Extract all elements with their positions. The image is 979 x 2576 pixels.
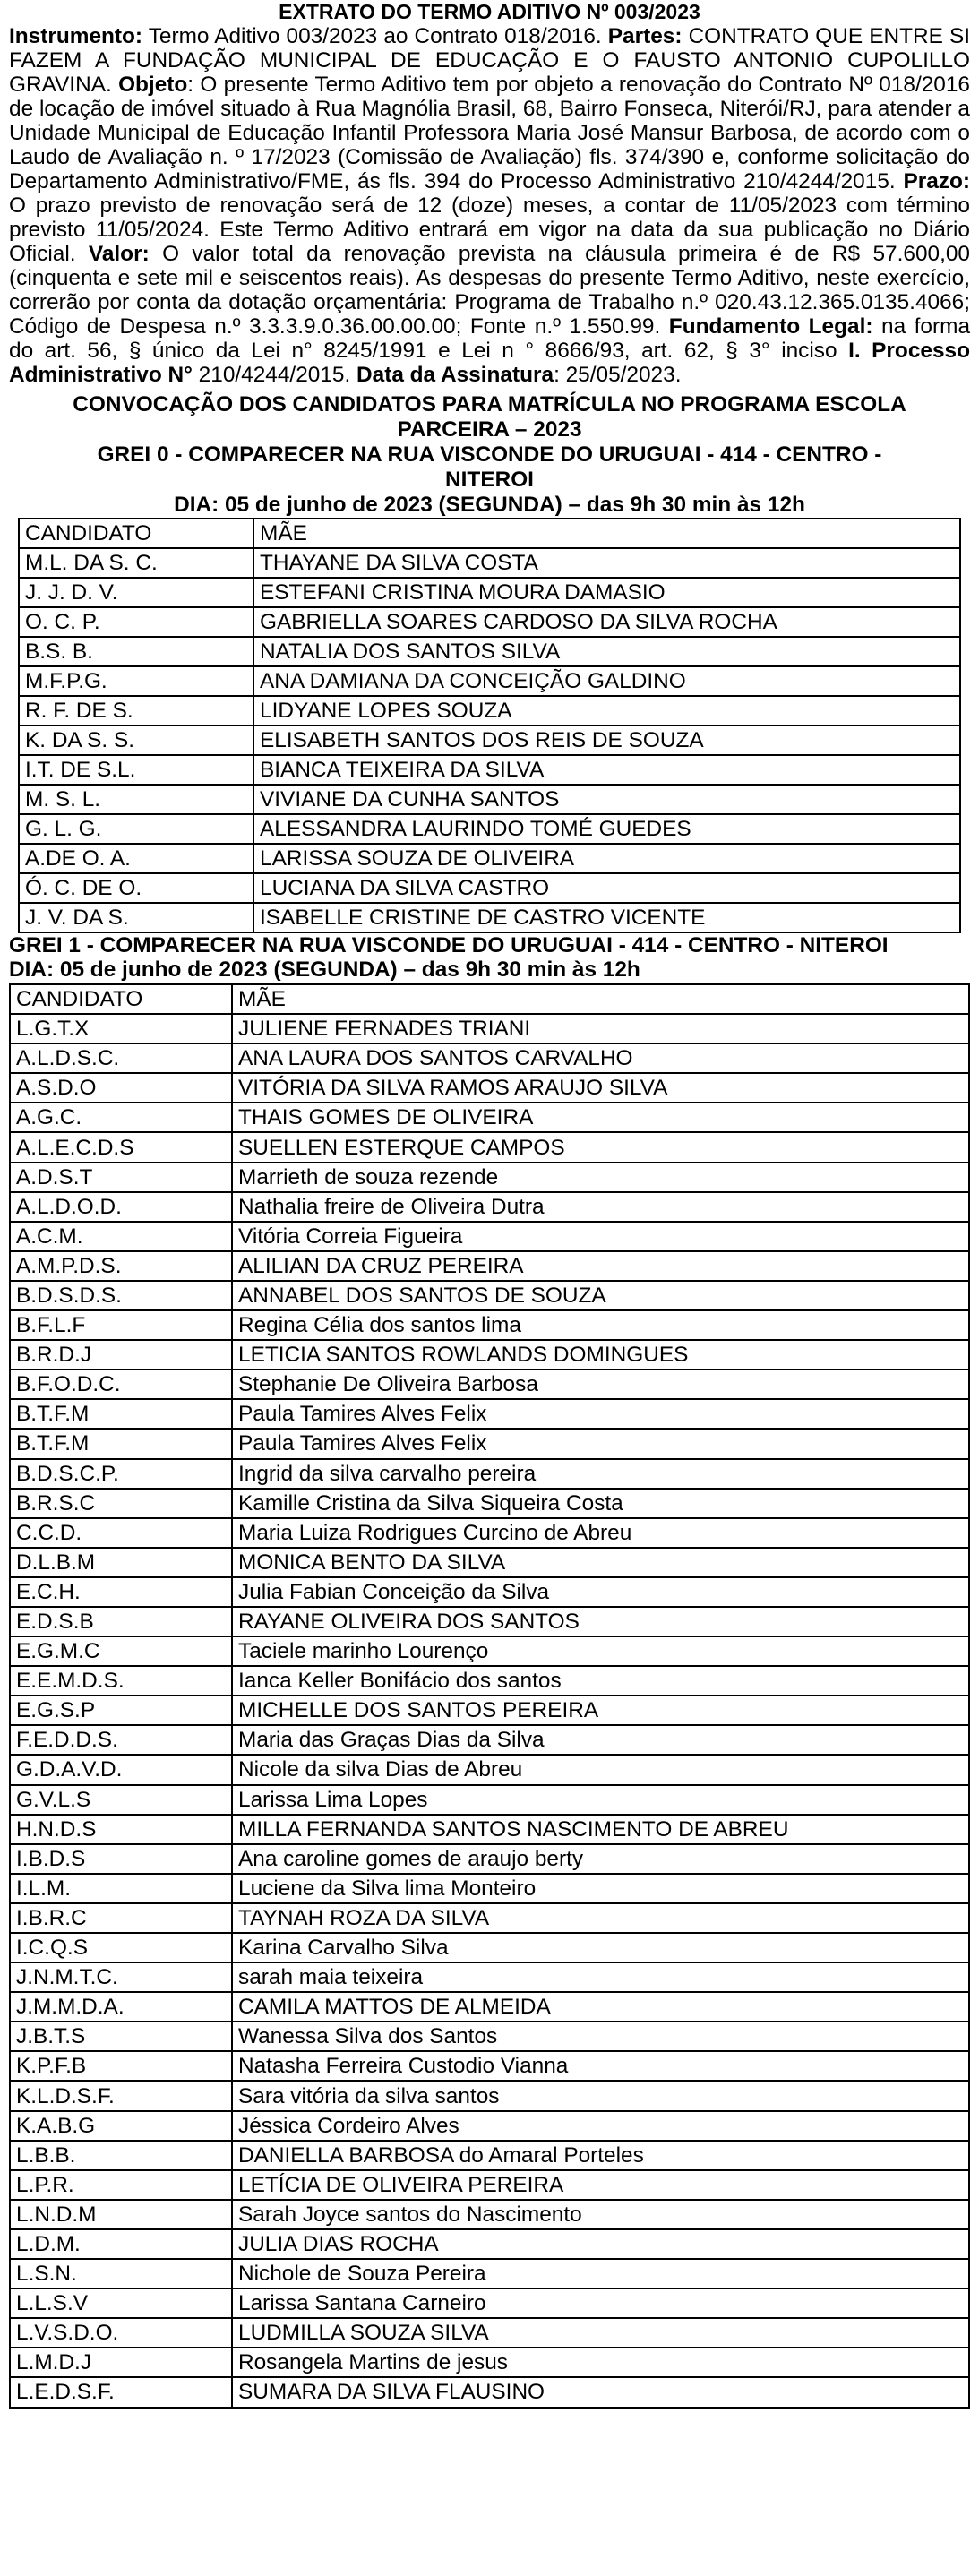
table-row (19, 844, 960, 873)
table-row (19, 696, 960, 726)
mae-cell: THAYANE DA SILVA COSTA (253, 548, 960, 578)
candidato-cell: G.V.L.S (10, 1785, 232, 1815)
table-row (10, 2141, 969, 2170)
prazo-text: O prazo previsto de renovação será de 12 (doze) meses, a contar de 11/05/2023 com término previsto 11/05/2024. Este Termo Aditivo entrará em vigor na data da sua publicação no Diário Oficial. (9, 193, 970, 266)
mae-cell: Julia Fabian Conceição da Silva (232, 1577, 969, 1607)
mae-cell: SUMARA DA SILVA FLAUSINO (232, 2377, 969, 2407)
candidato-cell: A.S.D.O (10, 1073, 232, 1103)
candidato-cell: I.T. DE S.L. (19, 755, 253, 785)
candidato-cell: D.L.B.M (10, 1548, 232, 1577)
table-row (10, 1577, 969, 1607)
table-row (10, 1281, 969, 1310)
mae-cell: TAYNAH ROZA DA SILVA (232, 1903, 969, 1933)
table-row (10, 1518, 969, 1548)
mae-cell: Paula Tamires Alves Felix (232, 1429, 969, 1458)
mae-cell: ANA DAMIANA DA CONCEIÇÃO GALDINO (253, 666, 960, 696)
mae-cell: ANA LAURA DOS SANTOS CARVALHO (232, 1043, 969, 1073)
table-row (10, 1429, 969, 1458)
table-row (10, 1933, 969, 1962)
table-row (10, 2348, 969, 2377)
mae-cell: ELISABETH SANTOS DOS REIS DE SOUZA (253, 726, 960, 755)
instrumento-label: Instrumento: (9, 24, 143, 48)
table-header-row (10, 984, 969, 1014)
fundamento-text: na forma do art. 56, § único da Lei n° 8245/1991 e Lei n ° 8666/93, art. 62, § 3° inciso (9, 314, 971, 363)
table-row (10, 1370, 969, 1399)
table-row (19, 637, 960, 666)
convocacao-title (9, 392, 970, 442)
mae-cell: ISABELLE CRISTINE DE CASTRO VICENTE (253, 903, 960, 932)
candidato-cell: L.S.N. (10, 2259, 232, 2288)
mae-cell: MILLA FERNANDA SANTOS NASCIMENTO DE ABREU (232, 1815, 969, 1844)
candidato-cell: J.N.M.T.C. (10, 1962, 232, 1992)
grei1-heading: GREI 1 - COMPARECER NA RUA VISCONDE DO URUGUAI - 414 - CENTRO - NITEROI (9, 933, 889, 957)
candidato-cell: B.R.D.J (10, 1340, 232, 1370)
fundamento-label: Fundamento Legal: (668, 314, 873, 339)
valor-label: Valor: (88, 242, 150, 266)
grei0-heading-line1: GREI 0 - COMPARECER NA RUA VISCONDE DO URUGUAI - 414 - CENTRO - (97, 442, 882, 467)
candidato-cell: K.P.F.B (10, 2051, 232, 2081)
candidato-cell: A.DE O. A. (19, 844, 253, 873)
mae-cell: Maria Luiza Rodrigues Curcino de Abreu (232, 1518, 969, 1548)
candidato-cell: A.M.P.D.S. (10, 1251, 232, 1281)
candidato-cell: A.L.D.O.D. (10, 1192, 232, 1222)
table-row (10, 1844, 969, 1874)
table-row (19, 548, 960, 578)
table-row (19, 666, 960, 696)
candidato-cell: Ó. C. DE O. (19, 873, 253, 903)
grei0-heading-line2: NITEROI (445, 468, 534, 492)
table-row (10, 1874, 969, 1903)
mae-cell: Rosangela Martins de jesus (232, 2348, 969, 2377)
mae-cell: ANNABEL DOS SANTOS DE SOUZA (232, 1281, 969, 1310)
table-row (10, 1725, 969, 1755)
candidato-cell: J.B.T.S (10, 2022, 232, 2051)
candidato-cell: E.E.M.D.S. (10, 1666, 232, 1696)
mae-cell: Larissa Santana Carneiro (232, 2288, 969, 2318)
table-row (10, 1696, 969, 1725)
candidato-cell: A.G.C. (10, 1103, 232, 1132)
mae-cell: Vitória Correia Figueira (232, 1222, 969, 1251)
convocacao-title-line1: CONVOCAÇÃO DOS CANDIDATOS PARA MATRÍCULA NO PROGRAMA ESCOLA (73, 392, 906, 416)
grei0-table (18, 518, 961, 933)
objeto-label: Objeto (118, 73, 188, 97)
grei0-heading (9, 442, 970, 493)
convocacao-title-line2: PARCEIRA – 2023 (397, 417, 582, 442)
table-row (19, 755, 960, 785)
mae-cell: LIDYANE LOPES SOUZA (253, 696, 960, 726)
candidato-cell: G.D.A.V.D. (10, 1755, 232, 1784)
table-row (19, 814, 960, 844)
header-candidato: CANDIDATO (10, 984, 232, 1014)
mae-cell: Luciene da Silva lima Monteiro (232, 1874, 969, 1903)
mae-cell: SUELLEN ESTERQUE CAMPOS (232, 1132, 969, 1162)
valor-text: O valor total da renovação prevista na cláusula primeira é de R$ 57.600,00 (cinquenta e sete mil e seiscentos reais). As despesas do presente Termo Aditivo, neste exercício, correrão por conta da dotação orçamentária: Programa de Trabalho n.º 020.43.12.365.0135.4066; Código de Despesa n.º 3.3.3.9.0.36.00.00.00; Fonte n.º 1.550.99. (9, 242, 970, 339)
table-row (10, 2081, 969, 2110)
mae-cell: Sarah Joyce santos do Nascimento (232, 2200, 969, 2229)
candidato-cell: L.D.M. (10, 2229, 232, 2259)
mae-cell: Ana caroline gomes de araujo berty (232, 1844, 969, 1874)
candidato-cell: K.L.D.S.F. (10, 2081, 232, 2110)
mae-cell: CAMILA MATTOS DE ALMEIDA (232, 1992, 969, 2022)
candidato-cell: G. L. G. (19, 814, 253, 844)
grei1-table-body (10, 984, 969, 2408)
table-row (10, 1815, 969, 1844)
candidato-cell: M.L. DA S. C. (19, 548, 253, 578)
candidato-cell: F.E.D.D.S. (10, 1725, 232, 1755)
table-row (10, 1962, 969, 1992)
mae-cell: Ingrid da silva carvalho pereira (232, 1459, 969, 1489)
candidato-cell: B.F.O.D.C. (10, 1370, 232, 1399)
candidato-cell: B.D.S.C.P. (10, 1459, 232, 1489)
mae-cell: Jéssica Cordeiro Alves (232, 2111, 969, 2141)
mae-cell: Marrieth de souza rezende (232, 1163, 969, 1192)
candidato-cell: E.G.M.C (10, 1636, 232, 1666)
table-row (10, 1251, 969, 1281)
mae-cell: Stephanie De Oliveira Barbosa (232, 1370, 969, 1399)
candidato-cell: B.F.L.F (10, 1310, 232, 1340)
candidato-cell: I.B.R.C (10, 1903, 232, 1933)
candidato-cell: J.M.M.D.A. (10, 1992, 232, 2022)
mae-cell: Maria das Graças Dias da Silva (232, 1725, 969, 1755)
candidato-cell: M.F.P.G. (19, 666, 253, 696)
table-row (10, 2377, 969, 2407)
extrato-title: EXTRATO DO TERMO ADITIVO Nº 003/2023 (279, 0, 700, 23)
table-row (10, 1903, 969, 1933)
mae-cell: Wanessa Silva dos Santos (232, 2022, 969, 2051)
candidato-cell: L.N.D.M (10, 2200, 232, 2229)
table-row (10, 1073, 969, 1103)
instrumento-text: Termo Aditivo 003/2023 ao Contrato 018/2016. (142, 24, 608, 48)
candidato-cell: L.L.S.V (10, 2288, 232, 2318)
table-row (10, 1399, 969, 1429)
candidato-cell: B.T.F.M (10, 1399, 232, 1429)
table-row (10, 2200, 969, 2229)
table-row (10, 1014, 969, 1043)
candidato-cell: K. DA S. S. (19, 726, 253, 755)
candidato-cell: L.V.S.D.O. (10, 2318, 232, 2348)
prazo-label: Prazo: (903, 169, 970, 193)
table-row (10, 1548, 969, 1577)
candidato-cell: A.L.E.C.D.S (10, 1132, 232, 1162)
mae-cell: RAYANE OLIVEIRA DOS SANTOS (232, 1607, 969, 1636)
table-row (10, 2022, 969, 2051)
table-row (10, 1132, 969, 1162)
candidato-cell: J. V. DA S. (19, 903, 253, 932)
candidato-cell: L.G.T.X (10, 1014, 232, 1043)
candidato-cell: R. F. DE S. (19, 696, 253, 726)
table-row (10, 1785, 969, 1815)
mae-cell: LETICIA SANTOS ROWLANDS DOMINGUES (232, 1340, 969, 1370)
table-row (10, 1340, 969, 1370)
partes-text: CONTRATO QUE ENTRE SI FAZEM A FUNDAÇÃO MUNICIPAL DE EDUCAÇÃO E O FAUSTO ANTONIO CUPOLILLO GRAVINA. (9, 24, 970, 97)
mae-cell: VIVIANE DA CUNHA SANTOS (253, 785, 960, 814)
candidato-cell: O. C. P. (19, 607, 253, 637)
processo-text: 210/4244/2015. (192, 363, 357, 387)
table-row (10, 2229, 969, 2259)
table-row (10, 2170, 969, 2200)
mae-cell: ALILIAN DA CRUZ PEREIRA (232, 1251, 969, 1281)
mae-cell: JULIENE FERNADES TRIANI (232, 1014, 969, 1043)
grei1-dia: DIA: 05 de junho de 2023 (SEGUNDA) – das 9h 30 min às 12h (9, 957, 640, 982)
table-row (10, 2259, 969, 2288)
candidato-cell: A.C.M. (10, 1222, 232, 1251)
mae-cell: Karina Carvalho Silva (232, 1933, 969, 1962)
table-row (19, 607, 960, 637)
mae-cell: LETÍCIA DE OLIVEIRA PEREIRA (232, 2170, 969, 2200)
objeto-text: : O presente Termo Aditivo tem por objeto a renovação do Contrato Nº 018/2016 de locação de imóvel situado à Rua Magnólia Brasil, 68, Bairro Fonseca, Niterói/RJ, para atender a Unidade Municipal de Educação Infantil Professora Maria José Mansur Barbosa, de acordo com o Laudo de Avaliação n. º 17/2023 (Comissão de Avaliação) fls. 374/390 e, conforme solicitação do Departamento Administrativo/FME, ás fls. 394 do Processo Administrativo 210/4244/2015. (9, 73, 970, 193)
candidato-cell: L.P.R. (10, 2170, 232, 2200)
candidato-cell: A.L.D.S.C. (10, 1043, 232, 1073)
table-row (10, 1459, 969, 1489)
table-row (10, 1163, 969, 1192)
table-row (19, 785, 960, 814)
mae-cell: Ianca Keller Bonifácio dos santos (232, 1666, 969, 1696)
candidato-cell: A.D.S.T (10, 1163, 232, 1192)
mae-cell: sarah maia teixeira (232, 1962, 969, 1992)
table-row (10, 2111, 969, 2141)
mae-cell: ALESSANDRA LAURINDO TOMÉ GUEDES (253, 814, 960, 844)
data-text: : 25/05/2023. (554, 363, 682, 387)
header-mae: MÃE (232, 984, 969, 1014)
table-row (10, 1607, 969, 1636)
mae-cell: BIANCA TEIXEIRA DA SILVA (253, 755, 960, 785)
table-row (10, 2318, 969, 2348)
mae-cell: LUDMILLA SOUZA SILVA (232, 2318, 969, 2348)
grei0-table-body (19, 519, 960, 932)
table-row (10, 1222, 969, 1251)
table-row (10, 1636, 969, 1666)
candidato-cell: L.E.D.S.F. (10, 2377, 232, 2407)
candidato-cell: B.T.F.M (10, 1429, 232, 1458)
table-row (19, 726, 960, 755)
candidato-cell: I.L.M. (10, 1874, 232, 1903)
candidato-cell: L.M.D.J (10, 2348, 232, 2377)
mae-cell: Paula Tamires Alves Felix (232, 1399, 969, 1429)
processo-label: Processo Administrativo N° (9, 339, 970, 387)
mae-cell: ESTEFANI CRISTINA MOURA DAMASIO (253, 578, 960, 607)
candidato-cell: B.R.S.C (10, 1489, 232, 1518)
mae-cell: Nichole de Souza Pereira (232, 2259, 969, 2288)
table-row (19, 578, 960, 607)
mae-cell: Kamille Cristina da Silva Siqueira Costa (232, 1489, 969, 1518)
mae-cell: LARISSA SOUZA DE OLIVEIRA (253, 844, 960, 873)
candidato-cell: E.D.S.B (10, 1607, 232, 1636)
extrato-body (9, 24, 970, 387)
table-row (19, 903, 960, 932)
table-row (10, 1666, 969, 1696)
mae-cell: THAIS GOMES DE OLIVEIRA (232, 1103, 969, 1132)
fundamento-tail: I. (848, 339, 872, 363)
mae-cell: Sara vitória da silva santos (232, 2081, 969, 2110)
candidato-cell: K.A.B.G (10, 2111, 232, 2141)
partes-label: Partes: (607, 24, 683, 48)
candidato-cell: B.S. B. (19, 637, 253, 666)
mae-cell: Nathalia freire de Oliveira Dutra (232, 1192, 969, 1222)
candidato-cell: L.B.B. (10, 2141, 232, 2170)
candidato-cell: E.G.S.P (10, 1696, 232, 1725)
candidato-cell: I.C.Q.S (10, 1933, 232, 1962)
grei1-table (9, 983, 970, 2409)
candidato-cell: J. J. D. V. (19, 578, 253, 607)
header-candidato: CANDIDATO (19, 519, 253, 548)
candidato-cell: E.C.H. (10, 1577, 232, 1607)
table-row (10, 1192, 969, 1222)
data-label: Data da Assinatura (356, 363, 554, 387)
mae-cell: GABRIELLA SOARES CARDOSO DA SILVA ROCHA (253, 607, 960, 637)
table-row (10, 1992, 969, 2022)
header-mae: MÃE (253, 519, 960, 548)
table-row (10, 2288, 969, 2318)
table-row (10, 1043, 969, 1073)
candidato-cell: M. S. L. (19, 785, 253, 814)
mae-cell: MICHELLE DOS SANTOS PEREIRA (232, 1696, 969, 1725)
mae-cell: JULIA DIAS ROCHA (232, 2229, 969, 2259)
table-row (10, 1103, 969, 1132)
candidato-cell: B.D.S.D.S. (10, 1281, 232, 1310)
grei0-dia: DIA: 05 de junho de 2023 (SEGUNDA) – das 9h 30 min às 12h (174, 493, 805, 517)
mae-cell: DANIELLA BARBOSA do Amaral Porteles (232, 2141, 969, 2170)
mae-cell: LUCIANA DA SILVA CASTRO (253, 873, 960, 903)
table-header-row (19, 519, 960, 548)
mae-cell: Larissa Lima Lopes (232, 1785, 969, 1815)
mae-cell: Taciele marinho Lourenço (232, 1636, 969, 1666)
table-row (10, 1489, 969, 1518)
mae-cell: NATALIA DOS SANTOS SILVA (253, 637, 960, 666)
mae-cell: VITÓRIA DA SILVA RAMOS ARAUJO SILVA (232, 1073, 969, 1103)
mae-cell: MONICA BENTO DA SILVA (232, 1548, 969, 1577)
candidato-cell: C.C.D. (10, 1518, 232, 1548)
mae-cell: Regina Célia dos santos lima (232, 1310, 969, 1340)
table-row (10, 1755, 969, 1784)
candidato-cell: I.B.D.S (10, 1844, 232, 1874)
mae-cell: Nicole da silva Dias de Abreu (232, 1755, 969, 1784)
table-row (10, 1310, 969, 1340)
table-row (19, 873, 960, 903)
candidato-cell: H.N.D.S (10, 1815, 232, 1844)
mae-cell: Natasha Ferreira Custodio Vianna (232, 2051, 969, 2081)
table-row (10, 2051, 969, 2081)
